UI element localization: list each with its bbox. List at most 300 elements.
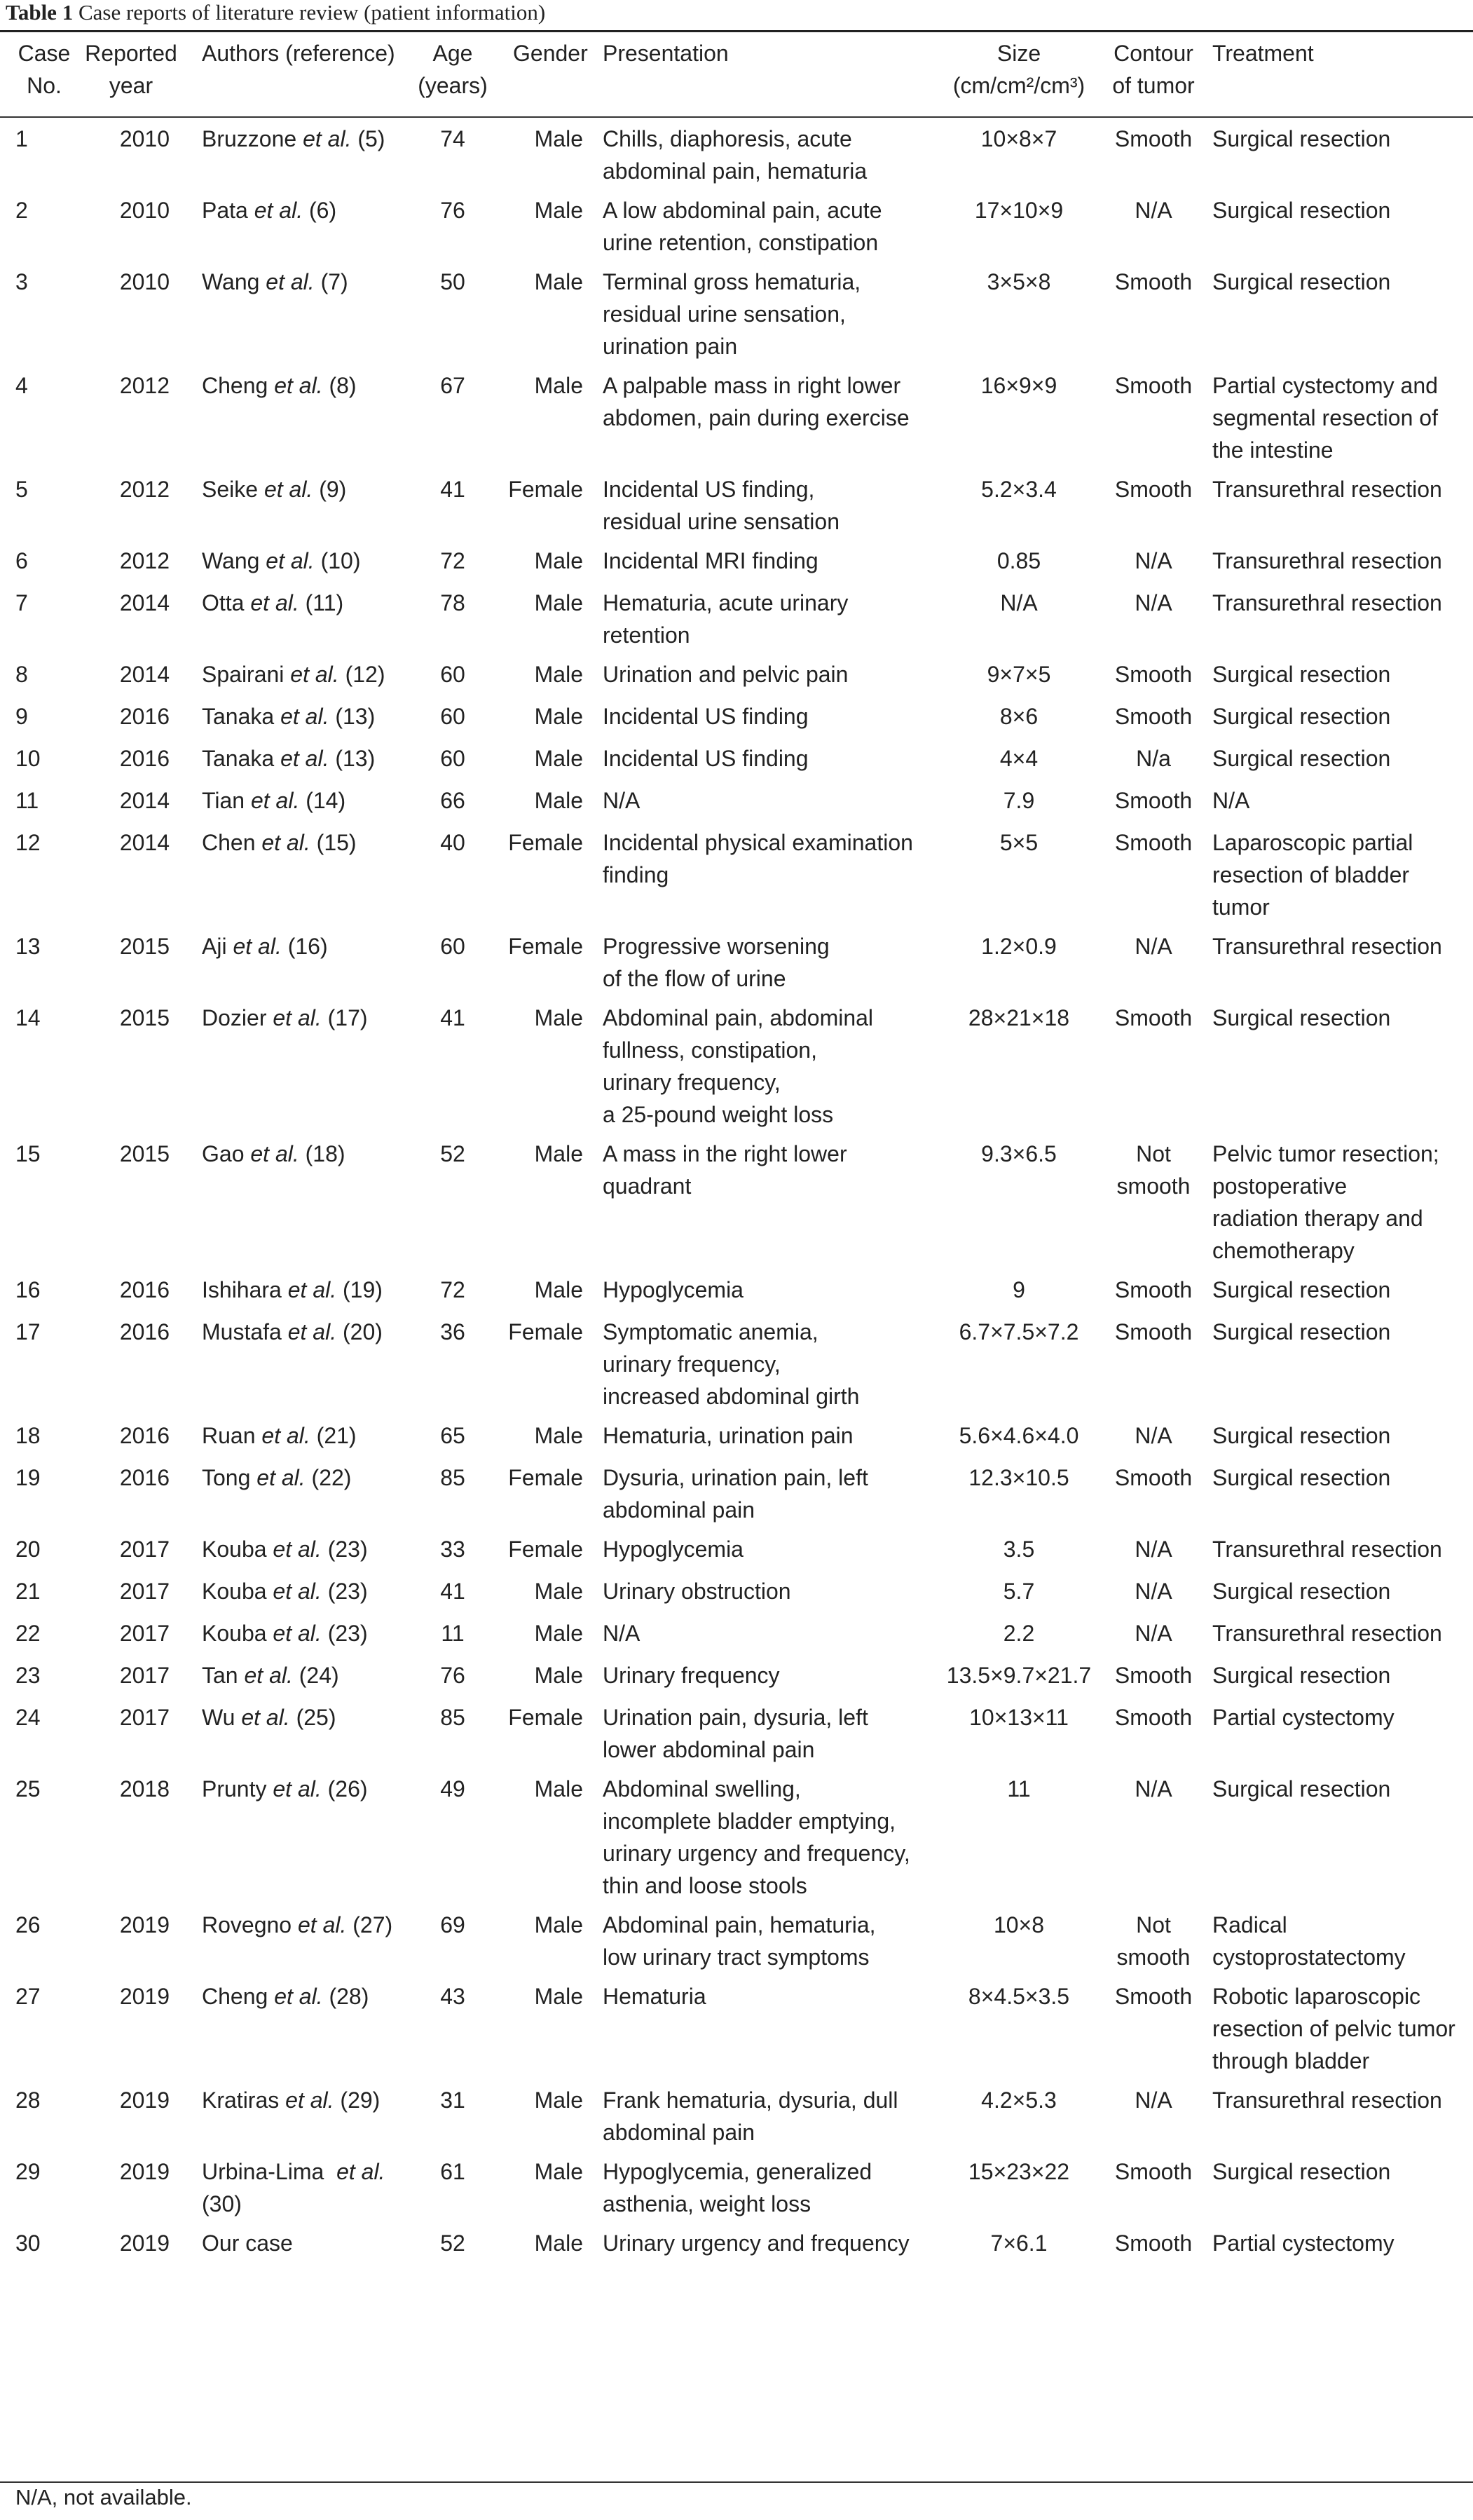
- author-reference: (26): [321, 1776, 368, 1802]
- case-number: 19: [15, 1465, 41, 1490]
- presentation-line: Symptomatic anemia,: [603, 1319, 818, 1344]
- gender-cell: [498, 1610, 590, 1652]
- size-value: 11: [1007, 1776, 1031, 1802]
- reported-year-cell: [78, 1412, 184, 1455]
- presentation-cell: [590, 1526, 936, 1568]
- table-row: [0, 1526, 1473, 1568]
- presentation-line: A mass in the right lower: [603, 1141, 847, 1166]
- treatment-cell: [1205, 1526, 1473, 1568]
- contour-line: smooth: [1116, 1945, 1191, 1970]
- treatment-cell: [1205, 777, 1473, 819]
- treatment-cell: [1205, 1973, 1473, 2077]
- contour-cell: [1102, 693, 1205, 735]
- table-body: [0, 116, 1473, 2262]
- header-presentation: [590, 32, 936, 116]
- contour-cell: [1102, 1267, 1205, 1309]
- presentation-line: Incidental MRI finding: [603, 548, 818, 573]
- presentation-line: abdominal pain: [603, 1497, 755, 1523]
- gender-cell: [498, 2077, 590, 2148]
- treatment-cell: [1205, 1902, 1473, 1973]
- age-value: 72: [440, 548, 465, 573]
- author-reference: (23): [321, 1537, 368, 1562]
- treatment-cell: [1205, 651, 1473, 693]
- size-cell: [936, 1766, 1102, 1902]
- header-contour: [1102, 32, 1205, 116]
- case-number-cell: [0, 777, 78, 819]
- treatment-line: through bladder: [1212, 2048, 1370, 2073]
- presentation-cell: [590, 995, 936, 1131]
- age-cell: [408, 187, 498, 259]
- case-number-cell: [0, 995, 78, 1131]
- reported-year: 2014: [119, 830, 170, 855]
- author-reference: (25): [289, 1705, 336, 1730]
- age-cell: [408, 1455, 498, 1526]
- table-row: [0, 116, 1473, 187]
- case-number-cell: [0, 1694, 78, 1766]
- gender-cell: [498, 995, 590, 1131]
- size-cell: [936, 1267, 1102, 1309]
- table-row: [0, 1652, 1473, 1694]
- size-value: 9: [1013, 1277, 1025, 1302]
- table-row: [0, 2220, 1473, 2262]
- age-value: 76: [440, 198, 465, 223]
- case-number-cell: [0, 116, 78, 187]
- age-cell: [408, 1973, 498, 2077]
- reported-year: 2012: [119, 373, 170, 398]
- case-number: 30: [15, 2230, 41, 2256]
- age-value: 52: [440, 1141, 465, 1166]
- authors-cell: [184, 1694, 408, 1766]
- treatment-line: Transurethral resection: [1212, 590, 1442, 615]
- presentation-line: incomplete bladder emptying,: [603, 1809, 896, 1834]
- reported-year-cell: [78, 819, 184, 923]
- author-et-al: et al.: [274, 1984, 323, 2009]
- contour-line: Smooth: [1114, 477, 1193, 502]
- reported-year: 2010: [119, 126, 170, 151]
- treatment-cell: [1205, 693, 1473, 735]
- author-name: Aji: [202, 934, 227, 959]
- bottom-rule: [0, 2481, 1473, 2483]
- gender-value: Male: [534, 590, 583, 615]
- presentation-line: of the flow of urine: [603, 966, 786, 991]
- presentation-cell: [590, 1766, 936, 1902]
- gender-value: Female: [508, 934, 583, 959]
- size-value: 17×10×9: [974, 198, 1064, 223]
- treatment-line: Partial cystectomy and: [1212, 373, 1438, 398]
- age-value: 52: [440, 2230, 465, 2256]
- reported-year-cell: [78, 538, 184, 580]
- case-number: 6: [15, 548, 28, 573]
- contour-line: Not: [1136, 1141, 1171, 1166]
- author-et-al: et al.: [290, 662, 339, 687]
- reported-year: 2017: [119, 1621, 170, 1646]
- author-et-al: et al.: [273, 1776, 322, 1802]
- author-et-al: et al.: [263, 477, 313, 502]
- case-number-cell: [0, 1568, 78, 1610]
- authors-cell: [184, 259, 408, 362]
- authors-cell: [184, 2148, 408, 2220]
- presentation-cell: [590, 1902, 936, 1973]
- age-cell: [408, 735, 498, 777]
- case-number: 20: [15, 1537, 41, 1562]
- age-cell: [408, 259, 498, 362]
- author-name: Spairani: [202, 662, 285, 687]
- header-reported-year: [78, 32, 184, 116]
- author-reference: (29): [334, 2087, 381, 2113]
- contour-line: N/A: [1135, 934, 1172, 959]
- presentation-line: A low abdominal pain, acute: [603, 198, 882, 223]
- reported-year-cell: [78, 1652, 184, 1694]
- size-value: 6.7×7.5×7.2: [959, 1319, 1079, 1344]
- author-et-al: et al.: [261, 830, 310, 855]
- size-value: N/A: [1000, 590, 1038, 615]
- contour-line: N/A: [1135, 590, 1172, 615]
- author-et-al: et al.: [266, 548, 315, 573]
- treatment-line: Transurethral resection: [1212, 1537, 1442, 1562]
- size-cell: [936, 466, 1102, 538]
- age-cell: [408, 693, 498, 735]
- treatment-line: cystoprostatectomy: [1212, 1945, 1406, 1970]
- size-cell: [936, 995, 1102, 1131]
- author-reference: (8): [322, 373, 357, 398]
- treatment-line: Transurethral resection: [1212, 548, 1442, 573]
- treatment-line: Transurethral resection: [1212, 2087, 1442, 2113]
- case-number: 5: [15, 477, 28, 502]
- presentation-cell: [590, 259, 936, 362]
- reported-year: 2010: [119, 198, 170, 223]
- treatment-cell: [1205, 362, 1473, 466]
- treatment-cell: [1205, 1455, 1473, 1526]
- size-cell: [936, 1973, 1102, 2077]
- contour-cell: [1102, 1526, 1205, 1568]
- presentation-line: finding: [603, 862, 669, 887]
- size-cell: [936, 777, 1102, 819]
- header-text: Gender: [513, 41, 588, 66]
- age-cell: [408, 116, 498, 187]
- authors-cell: [184, 1652, 408, 1694]
- contour-line: N/a: [1136, 746, 1171, 771]
- gender-cell: [498, 1309, 590, 1412]
- size-value: 5.2×3.4: [981, 477, 1057, 502]
- treatment-line: resection of pelvic tumor: [1212, 2016, 1455, 2041]
- contour-cell: [1102, 1694, 1205, 1766]
- presentation-line: Hypoglycemia, generalized: [603, 2159, 872, 2184]
- contour-cell: [1102, 259, 1205, 362]
- treatment-cell: [1205, 116, 1473, 187]
- author-name: Tanaka: [202, 704, 275, 729]
- age-cell: [408, 2077, 498, 2148]
- authors-cell: [184, 1455, 408, 1526]
- presentation-line: urinary urgency and frequency,: [603, 1841, 910, 1866]
- size-cell: [936, 2148, 1102, 2220]
- contour-cell: [1102, 2220, 1205, 2262]
- author-name: Wang: [202, 548, 260, 573]
- presentation-cell: [590, 651, 936, 693]
- reported-year-cell: [78, 1902, 184, 1973]
- gender-cell: [498, 735, 590, 777]
- gender-value: Male: [534, 1141, 583, 1166]
- presentation-line: asthenia, weight loss: [603, 2191, 811, 2216]
- gender-value: Male: [534, 2230, 583, 2256]
- header-size: [936, 32, 1102, 116]
- size-value: 9.3×6.5: [981, 1141, 1057, 1166]
- presentation-cell: [590, 466, 936, 538]
- size-value: 5×5: [999, 830, 1039, 855]
- case-number: 26: [15, 1912, 41, 1937]
- author-et-al: et al.: [241, 1705, 290, 1730]
- table-header: [0, 32, 1473, 116]
- gender-value: Female: [508, 830, 583, 855]
- contour-cell: [1102, 819, 1205, 923]
- contour-cell: [1102, 995, 1205, 1131]
- authors-cell: [184, 1526, 408, 1568]
- age-cell: [408, 819, 498, 923]
- age-value: 41: [440, 1579, 465, 1604]
- authors-cell: [184, 1766, 408, 1902]
- contour-line: N/A: [1135, 1776, 1172, 1802]
- author-reference: (19): [336, 1277, 383, 1302]
- presentation-cell: [590, 1610, 936, 1652]
- case-number-cell: [0, 819, 78, 923]
- presentation-cell: [590, 735, 936, 777]
- contour-line: Smooth: [1114, 1465, 1193, 1490]
- author-name: Ishihara: [202, 1277, 282, 1302]
- table-row: [0, 735, 1473, 777]
- presentation-line: urine retention, constipation: [603, 230, 879, 255]
- treatment-cell: [1205, 1267, 1473, 1309]
- author-et-al: et al.: [297, 1912, 347, 1937]
- presentation-line: Hematuria, acute urinary: [603, 590, 849, 615]
- contour-line: smooth: [1116, 1173, 1191, 1199]
- size-cell: [936, 923, 1102, 995]
- presentation-cell: [590, 777, 936, 819]
- author-name: Seike: [202, 477, 259, 502]
- gender-value: Male: [534, 662, 583, 687]
- gender-cell: [498, 777, 590, 819]
- author-reference: (10): [314, 548, 361, 573]
- gender-cell: [498, 187, 590, 259]
- presentation-line: abdominal pain: [603, 2120, 755, 2145]
- presentation-line: A palpable mass in right lower: [603, 373, 901, 398]
- gender-value: Male: [534, 1579, 583, 1604]
- reported-year: 2019: [119, 2159, 170, 2184]
- reported-year: 2012: [119, 548, 170, 573]
- author-reference: (23): [321, 1579, 368, 1604]
- table-caption-text: Case reports of literature review (patient information): [78, 0, 546, 25]
- authors-cell: [184, 1131, 408, 1267]
- presentation-cell: [590, 116, 936, 187]
- authors-cell: [184, 693, 408, 735]
- age-value: 60: [440, 662, 465, 687]
- case-number-cell: [0, 735, 78, 777]
- table-row: [0, 1973, 1473, 2077]
- authors-cell: [184, 538, 408, 580]
- case-number-cell: [0, 923, 78, 995]
- author-et-al: et al.: [287, 1319, 337, 1344]
- case-reports-table: [0, 32, 1473, 2262]
- size-value: 2.2: [1003, 1621, 1035, 1646]
- gender-value: Male: [534, 2159, 583, 2184]
- case-number-cell: [0, 651, 78, 693]
- reported-year: 2017: [119, 1705, 170, 1730]
- author-name: Pata: [202, 198, 248, 223]
- age-value: 43: [440, 1984, 465, 2009]
- authors-cell: [184, 995, 408, 1131]
- header-authors: [184, 32, 408, 116]
- author-et-al: et al.: [261, 1423, 310, 1448]
- age-value: 31: [440, 2087, 465, 2113]
- table-row: [0, 1455, 1473, 1526]
- authors-cell: [184, 1568, 408, 1610]
- presentation-line: abdomen, pain during exercise: [603, 405, 910, 430]
- author-reference: (14): [299, 788, 346, 813]
- presentation-line: abdominal pain, hematuria: [603, 158, 868, 184]
- reported-year: 2019: [119, 1912, 170, 1937]
- reported-year-cell: [78, 1131, 184, 1267]
- table-row: [0, 187, 1473, 259]
- header-treatment: [1205, 32, 1473, 116]
- authors-cell: [184, 362, 408, 466]
- gender-value: Male: [534, 1005, 583, 1030]
- header-text: Size: [996, 41, 1041, 66]
- author-name: Prunty: [202, 1776, 267, 1802]
- contour-line: Smooth: [1114, 1663, 1193, 1688]
- age-cell: [408, 2220, 498, 2262]
- reported-year-cell: [78, 1455, 184, 1526]
- table-row: [0, 259, 1473, 362]
- presentation-line: Incidental US finding: [603, 746, 809, 771]
- contour-line: N/A: [1135, 1621, 1172, 1646]
- reported-year-cell: [78, 580, 184, 651]
- author-et-al: et al.: [280, 704, 329, 729]
- size-value: 28×21×18: [968, 1005, 1070, 1030]
- treatment-line: Surgical resection: [1212, 1776, 1391, 1802]
- reported-year-cell: [78, 187, 184, 259]
- gender-value: Female: [508, 477, 583, 502]
- table-row: [0, 1412, 1473, 1455]
- reported-year: 2017: [119, 1663, 170, 1688]
- presentation-line: Hematuria, urination pain: [603, 1423, 854, 1448]
- size-cell: [936, 735, 1102, 777]
- presentation-cell: [590, 1131, 936, 1267]
- header-case-no: [0, 32, 78, 116]
- authors-cell: [184, 1610, 408, 1652]
- author-name: Rovegno: [202, 1912, 292, 1937]
- gender-cell: [498, 362, 590, 466]
- reported-year-cell: [78, 1694, 184, 1766]
- treatment-cell: [1205, 1694, 1473, 1766]
- reported-year-cell: [78, 1610, 184, 1652]
- presentation-cell: [590, 693, 936, 735]
- gender-cell: [498, 1131, 590, 1267]
- presentation-line: Abdominal swelling,: [603, 1776, 801, 1802]
- header-text: Case: [18, 41, 71, 66]
- age-value: 76: [440, 1663, 465, 1688]
- gender-cell: [498, 1267, 590, 1309]
- case-number-cell: [0, 1131, 78, 1267]
- author-reference: (16): [281, 934, 328, 959]
- treatment-cell: [1205, 819, 1473, 923]
- age-cell: [408, 1902, 498, 1973]
- treatment-line: Transurethral resection: [1212, 477, 1442, 502]
- table-row: [0, 538, 1473, 580]
- author-et-al: et al.: [303, 126, 352, 151]
- reported-year-cell: [78, 1973, 184, 2077]
- reported-year: 2019: [119, 2230, 170, 2256]
- author-reference: (15): [310, 830, 357, 855]
- gender-cell: [498, 1694, 590, 1766]
- case-number: 17: [15, 1319, 41, 1344]
- size-value: 8×6: [999, 704, 1039, 729]
- presentation-line: Dysuria, urination pain, left: [603, 1465, 868, 1490]
- gender-cell: [498, 1652, 590, 1694]
- age-cell: [408, 1309, 498, 1412]
- author-reference: (20): [336, 1319, 383, 1344]
- presentation-cell: [590, 1309, 936, 1412]
- gender-cell: [498, 2220, 590, 2262]
- reported-year-cell: [78, 2148, 184, 2220]
- age-value: 72: [440, 1277, 465, 1302]
- gender-value: Male: [534, 269, 583, 294]
- author-name: Cheng: [202, 373, 268, 398]
- size-cell: [936, 1455, 1102, 1526]
- author-reference: (24): [292, 1663, 339, 1688]
- presentation-line: Urinary frequency: [603, 1663, 780, 1688]
- presentation-line: residual urine sensation: [603, 509, 840, 534]
- treatment-cell: [1205, 923, 1473, 995]
- reported-year: 2015: [119, 1141, 170, 1166]
- size-value: 3×5×8: [987, 269, 1051, 294]
- authors-cell: [184, 777, 408, 819]
- presentation-line: residual urine sensation,: [603, 301, 846, 327]
- age-value: 61: [440, 2159, 465, 2184]
- case-number-cell: [0, 1526, 78, 1568]
- presentation-line: Urination pain, dysuria, left: [603, 1705, 868, 1730]
- gender-cell: [498, 538, 590, 580]
- gender-value: Male: [534, 373, 583, 398]
- contour-cell: [1102, 580, 1205, 651]
- case-number-cell: [0, 1766, 78, 1902]
- presentation-line: fullness, constipation,: [603, 1037, 817, 1063]
- presentation-line: increased abdominal girth: [603, 1384, 860, 1409]
- presentation-cell: [590, 2148, 936, 2220]
- size-cell: [936, 538, 1102, 580]
- age-value: 74: [440, 126, 465, 151]
- presentation-line: Frank hematuria, dysuria, dull: [603, 2087, 898, 2113]
- age-cell: [408, 538, 498, 580]
- table-row: [0, 777, 1473, 819]
- contour-cell: [1102, 1309, 1205, 1412]
- header-text: Contour: [1114, 41, 1193, 66]
- size-cell: [936, 259, 1102, 362]
- gender-value: Female: [508, 1465, 583, 1490]
- header-text: Age: [432, 41, 473, 66]
- age-value: 60: [440, 746, 465, 771]
- size-cell: [936, 693, 1102, 735]
- size-value: 15×23×22: [968, 2159, 1070, 2184]
- reported-year-cell: [78, 1526, 184, 1568]
- case-number-cell: [0, 187, 78, 259]
- author-et-al: et al.: [256, 1465, 306, 1490]
- treatment-cell: [1205, 580, 1473, 651]
- treatment-cell: [1205, 259, 1473, 362]
- age-cell: [408, 1766, 498, 1902]
- table-row: [0, 819, 1473, 923]
- age-cell: [408, 1568, 498, 1610]
- gender-value: Male: [534, 1663, 583, 1688]
- case-number-cell: [0, 2220, 78, 2262]
- contour-line: N/A: [1135, 1537, 1172, 1562]
